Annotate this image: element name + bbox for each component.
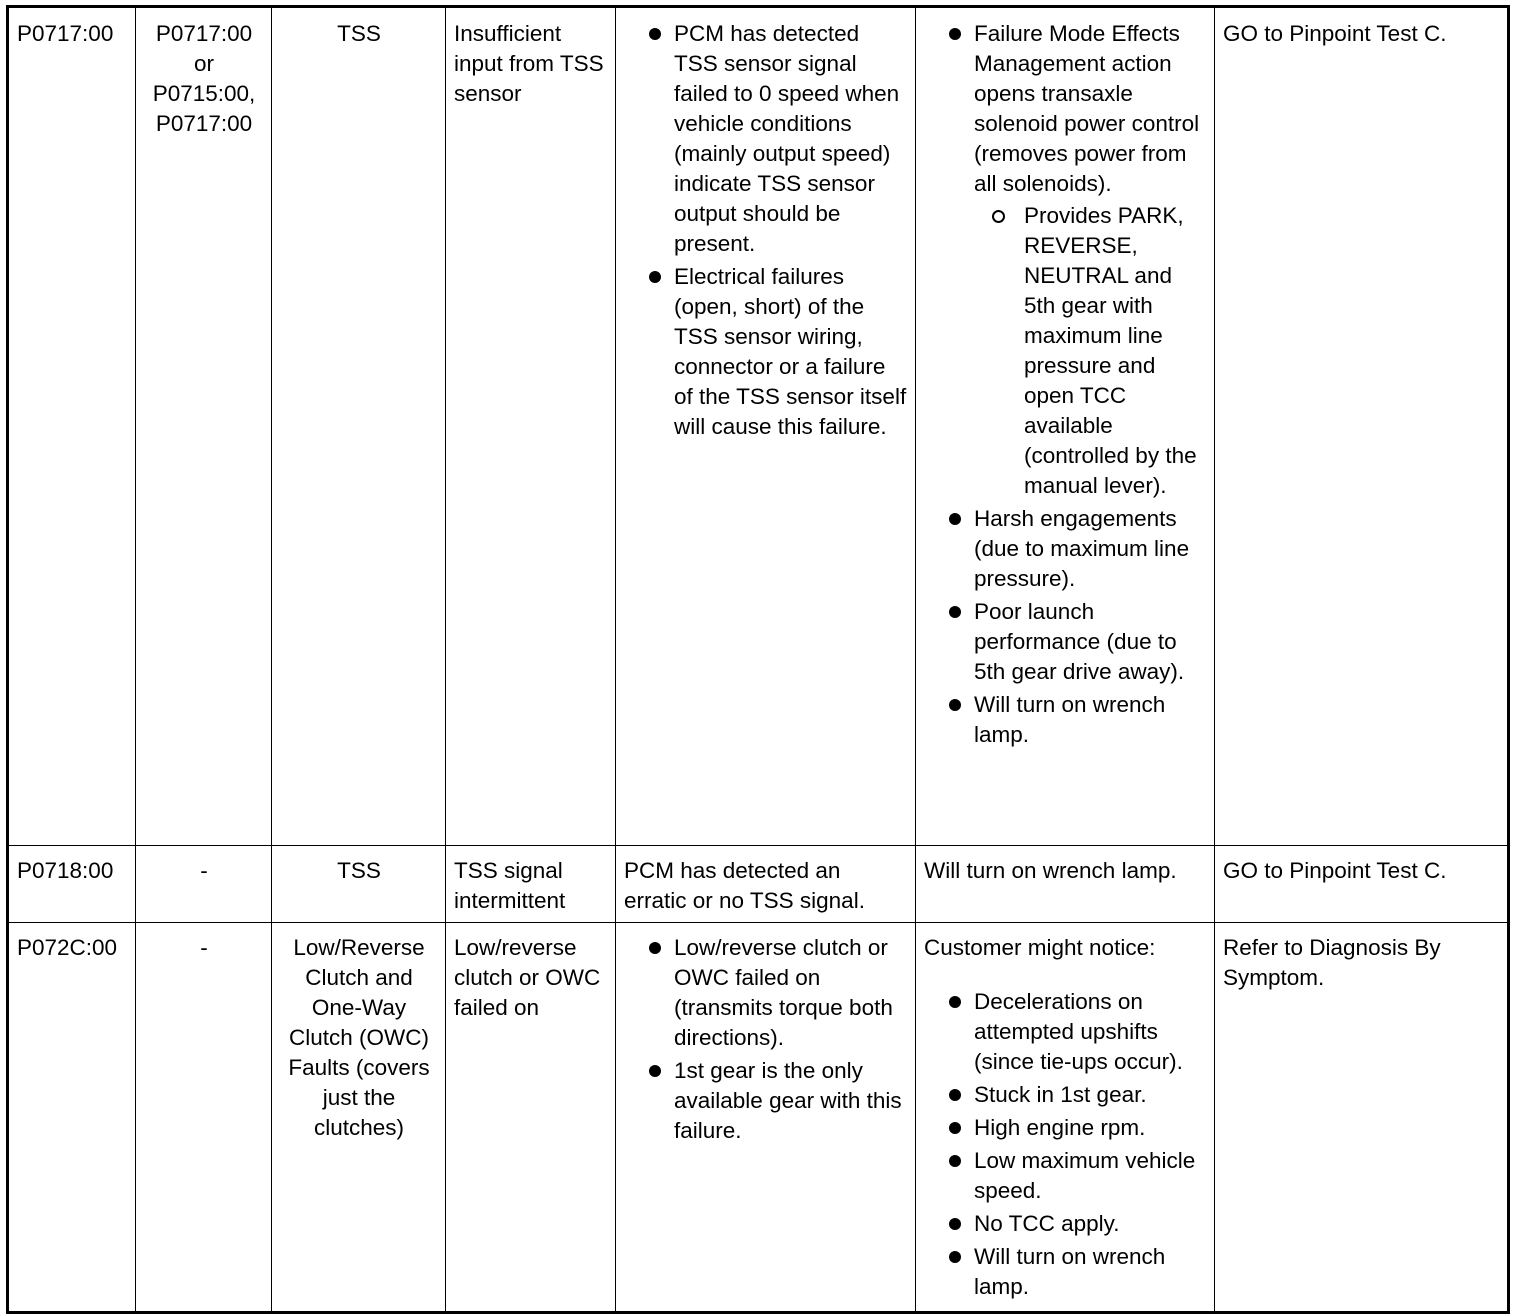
- action: Refer to Diagnosis By Symptom.: [1215, 923, 1509, 1313]
- action: GO to Pinpoint Test C.: [1215, 846, 1509, 923]
- symptom-item: Will turn on wrench lamp.: [924, 1242, 1207, 1302]
- symptom-sublist: [974, 201, 1207, 501]
- symptoms-cell: [916, 923, 1215, 1313]
- table-row: [8, 7, 1509, 846]
- conditions-list: [624, 933, 908, 1146]
- action: GO to Pinpoint Test C.: [1215, 7, 1509, 846]
- symptom-item: Harsh engagements (due to maximum line pressure).: [924, 504, 1207, 594]
- related-dtc: -: [136, 846, 272, 923]
- symptoms-cell: [916, 7, 1215, 846]
- related-dtc-line: P0717:00: [155, 21, 253, 46]
- dtc-description: Insufficient input from TSS sensor: [446, 7, 616, 846]
- component: TSS: [272, 7, 446, 846]
- symptom-intro: Customer might notice:: [924, 935, 1156, 960]
- dtc-table: [6, 5, 1510, 1314]
- condition-item: 1st gear is the only available gear with this failure.: [624, 1056, 908, 1146]
- symptom-item: [924, 19, 1207, 501]
- symptom-item: Low maximum vehicle speed.: [924, 1146, 1207, 1206]
- symptoms-list: [924, 987, 1207, 1302]
- symptom-subitem: Provides PARK, REVERSE, NEUTRAL and 5th gear with maximum line pressure and open TCC available (controlled by the manual lever).: [974, 201, 1207, 501]
- table-row: [8, 923, 1509, 1313]
- dtc-description: Low/reverse clutch or OWC failed on: [446, 923, 616, 1313]
- symptom-item: Decelerations on attempted upshifts (since tie-ups occur).: [924, 987, 1207, 1077]
- component: Low/Reverse Clutch and One-Way Clutch (OWC) Faults (covers just the clutches): [272, 923, 446, 1313]
- symptom-item: High engine rpm.: [924, 1113, 1207, 1143]
- symptom-item: Stuck in 1st gear.: [924, 1080, 1207, 1110]
- dtc-description: TSS signal intermittent: [446, 846, 616, 923]
- conditions-cell: [616, 7, 916, 846]
- related-dtc: [136, 7, 272, 846]
- condition-item: PCM has detected TSS sensor signal failed to 0 speed when vehicle conditions (mainly output speed) indicate TSS sensor output should be present.: [624, 19, 908, 259]
- related-dtc: -: [136, 923, 272, 1313]
- related-dtc-line: P0717:00: [155, 111, 253, 136]
- symptom-item: Poor launch performance (due to 5th gear drive away).: [924, 597, 1207, 687]
- related-dtc-line: P0715:00,: [152, 81, 256, 106]
- symptom-item: Will turn on wrench lamp.: [924, 690, 1207, 750]
- symptom-item: No TCC apply.: [924, 1209, 1207, 1239]
- symptoms-list: [924, 19, 1207, 750]
- dtc-code: P072C:00: [8, 923, 136, 1313]
- conditions-list: [624, 19, 908, 442]
- condition-item: Low/reverse clutch or OWC failed on (transmits torque both directions).: [624, 933, 908, 1053]
- conditions-cell: PCM has detected an erratic or no TSS signal.: [616, 846, 916, 923]
- component: TSS: [272, 846, 446, 923]
- table-row: [8, 846, 1509, 923]
- dtc-code: P0718:00: [8, 846, 136, 923]
- related-dtc-line: or: [193, 51, 214, 76]
- conditions-cell: [616, 923, 916, 1313]
- condition-item: Electrical failures (open, short) of the TSS sensor wiring, connector or a failure of the TSS sensor itself will cause this failure.: [624, 262, 908, 442]
- symptom-text: Failure Mode Effects Management action opens transaxle solenoid power control (removes power from all solenoids).: [974, 21, 1200, 196]
- symptoms-cell: Will turn on wrench lamp.: [916, 846, 1215, 923]
- dtc-code: P0717:00: [8, 7, 136, 846]
